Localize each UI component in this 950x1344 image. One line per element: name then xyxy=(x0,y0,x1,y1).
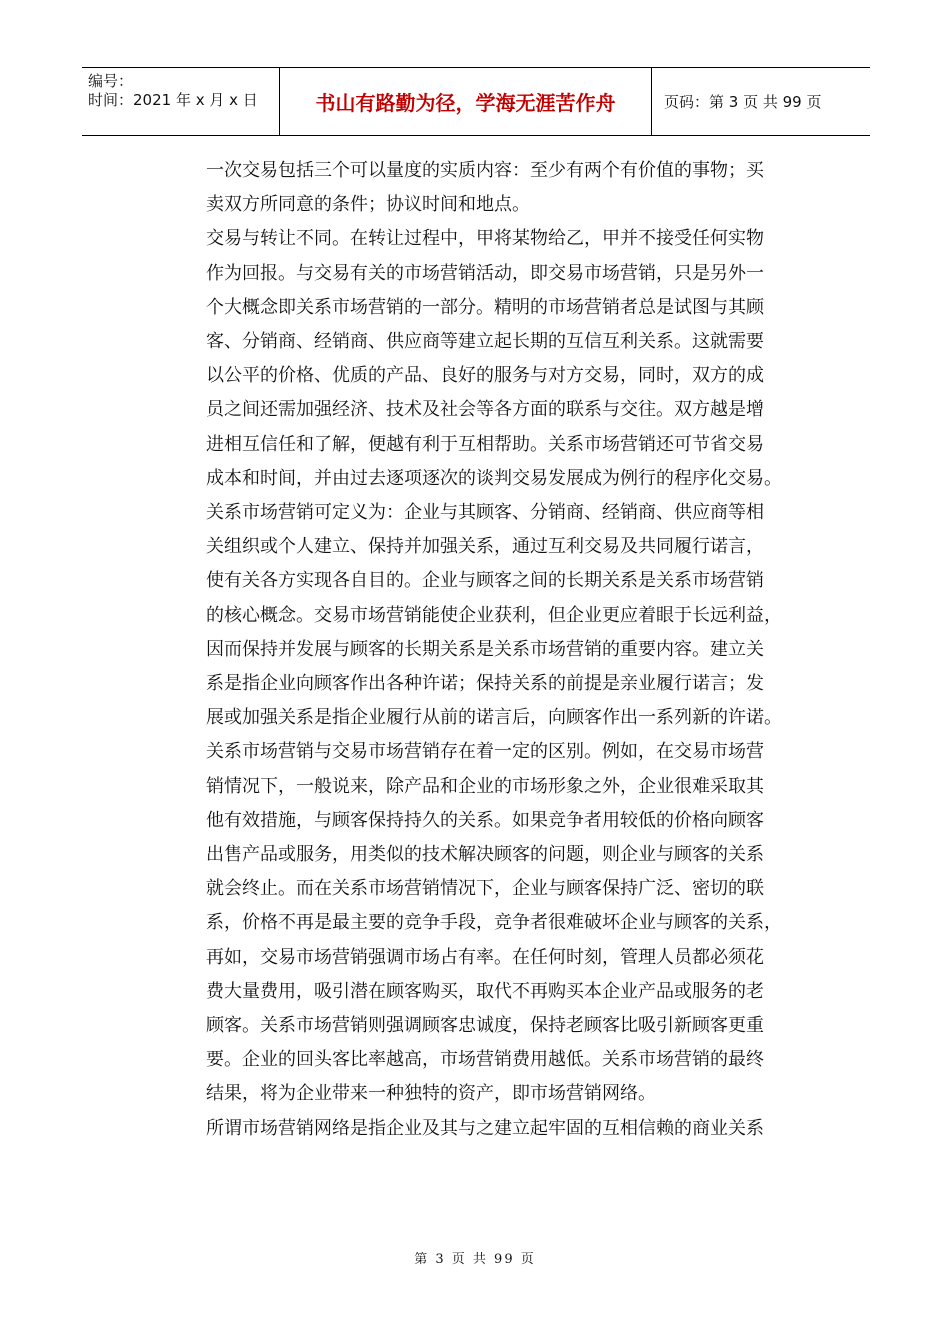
body-line: 卖双方所同意的条件；协议时间和地点。 xyxy=(206,194,530,216)
body-line: 交易与转让不同。在转让过程中，甲将某物给乙，甲并不接受任何实物 xyxy=(206,228,764,250)
body-line: 关组织或个人建立、保持并加强关系，通过互利交易及共同履行诺言， xyxy=(206,536,764,558)
body-line: 成本和时间，并由过去逐项逐次的谈判交易发展成为例行的程序化交易。 xyxy=(206,467,782,489)
body-line: 一次交易包括三个可以量度的实质内容：至少有两个有价值的事物；买 xyxy=(206,160,764,181)
body-line: 作为回报。与交易有关的市场营销活动，即交易市场营销，只是另外一 xyxy=(206,262,764,284)
body-line: 以公平的价格、优质的产品、良好的服务与对方交易，同时，双方的成 xyxy=(206,365,764,387)
body-line: 顾客。关系市场营销则强调顾客忠诚度，保持老顾客比吸引新顾客更重 xyxy=(206,1015,764,1037)
body-line: 员之间还需加强经济、技术及社会等各方面的联系与交往。双方越是增 xyxy=(206,399,764,421)
header-page-code: 页码：第 3 页 共 99 页 xyxy=(664,93,822,111)
page-header xyxy=(82,67,870,136)
body-line: 客、分销商、经销商、供应商等建立起长期的互信互利关系。这就需要 xyxy=(206,331,764,353)
body-text xyxy=(206,154,810,1146)
body-line: 关系市场营销可定义为：企业与其顾客、分销商、经销商、供应商等相 xyxy=(206,502,764,524)
page-footer: 第 3 页 共 99 页 xyxy=(414,1252,536,1267)
body-line: 结果，将为企业带来一种独特的资产，即市场营销网络。 xyxy=(206,1083,656,1105)
body-line: 展或加强关系是指企业履行从前的诺言后，向顾客作出一系列新的许诺。 xyxy=(206,707,782,729)
body-line: 他有效措施，与顾客保持持久的关系。如果竞争者用较低的价格向顾客 xyxy=(206,809,764,831)
body-line: 再如，交易市场营销强调市场占有率。在任何时刻，管理人员都必须花 xyxy=(206,946,764,968)
body-line: 出售产品或服务，用类似的技术解决顾客的问题，则企业与顾客的关系 xyxy=(206,844,764,866)
body-line: 系，价格不再是最主要的竞争手段，竞争者很难破坏企业与顾客的关系， xyxy=(206,912,782,934)
header-motto: 书山有路勤为径，学海无涯苦作舟 xyxy=(280,68,652,135)
body-line: 就会终止。而在关系市场营销情况下，企业与顾客保持广泛、密切的联 xyxy=(206,878,764,900)
body-line: 的核心概念。交易市场营销能使企业获利，但企业更应着眼于长远利益， xyxy=(206,604,782,626)
body-line: 销情况下，一般说来，除产品和企业的市场形象之外，企业很难采取其 xyxy=(206,775,764,797)
body-line: 个大概念即关系市场营销的一部分。精明的市场营销者总是试图与其顾 xyxy=(206,296,764,318)
body-line: 系是指企业向顾客作出各种许诺；保持关系的前提是亲业履行诺言；发 xyxy=(206,673,764,695)
body-line: 因而保持并发展与顾客的长期关系是关系市场营销的重要内容。建立关 xyxy=(206,638,764,660)
body-line: 进相互信任和了解，便越有利于互相帮助。关系市场营销还可节省交易 xyxy=(206,433,764,455)
number-label: 编号： xyxy=(88,72,134,90)
body-line: 关系市场营销与交易市场营销存在着一定的区别。例如，在交易市场营 xyxy=(206,741,764,763)
header-meta xyxy=(82,68,280,135)
time-label: 时间：2021 年 x 月 x 日 xyxy=(88,91,258,109)
body-line: 所谓市场营销网络是指企业及其与之建立起牢固的互相信赖的商业关系 xyxy=(206,1117,764,1139)
body-line: 费大量费用，吸引潜在顾客购买，取代不再购买本企业产品或服务的老 xyxy=(206,980,764,1002)
body-line: 使有关各方实现各自目的。企业与顾客之间的长期关系是关系市场营销 xyxy=(206,570,764,592)
body-line: 要。企业的回头客比率越高，市场营销费用越低。关系市场营销的最终 xyxy=(206,1049,764,1071)
